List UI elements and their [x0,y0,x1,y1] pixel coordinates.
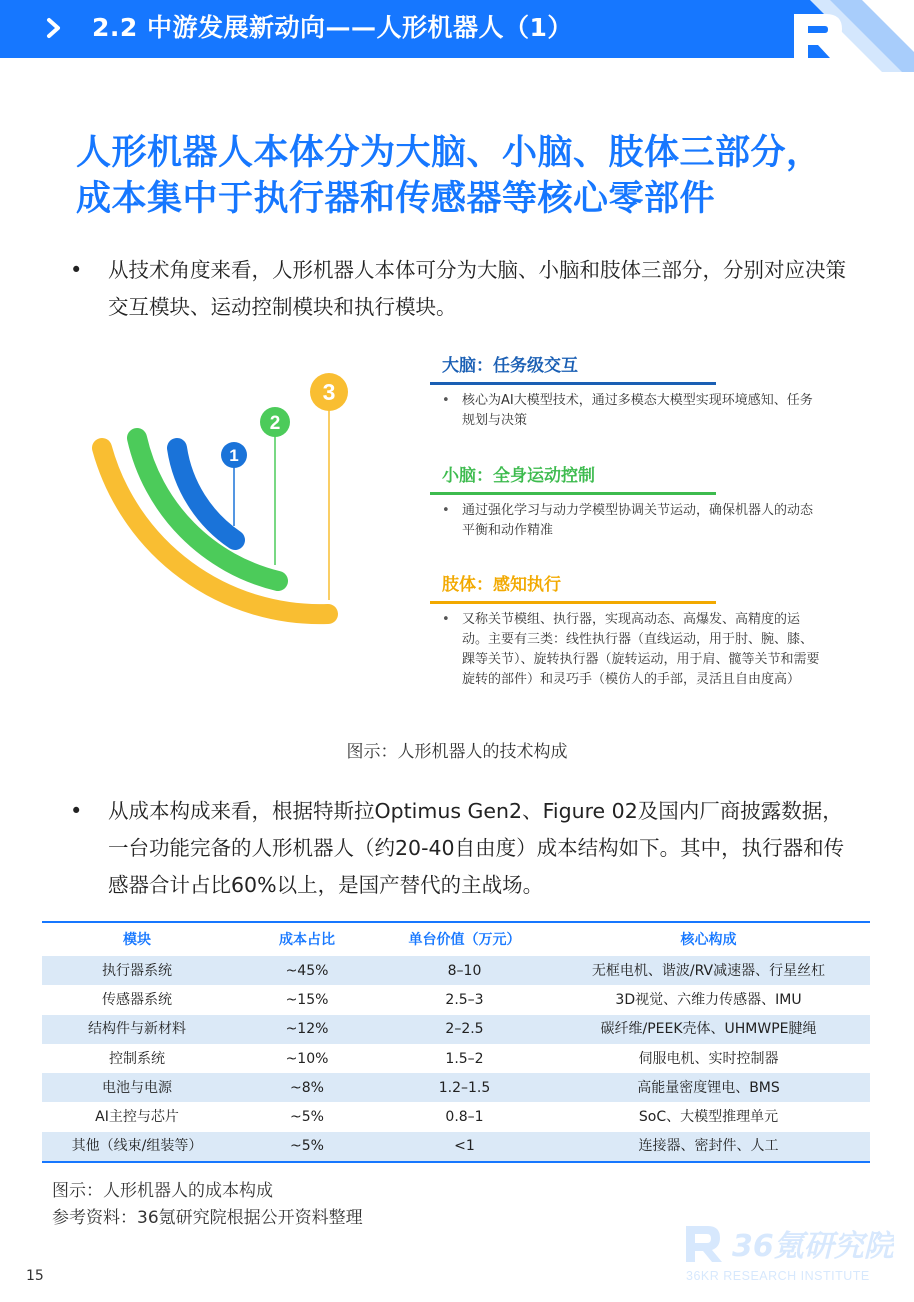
table-cell: ~5% [290,1138,324,1155]
table-row [42,985,870,1014]
section-cerebellum-text: 通过强化学习与动力学模型协调关节运动，确保机器人的动态平衡和动作精准 [462,502,814,538]
table-cell: 3D视觉、六维力传感器、IMU [615,991,802,1008]
table-cell: 控制系统 [109,1050,165,1067]
table-cell: <1 [454,1138,475,1155]
main-title-line-2: 成本集中于执行器和传感器等核心零部件 [76,179,716,219]
table-cell: 8–10 [447,962,482,979]
marker-3-label: 3 [322,379,336,405]
bullet-text-tech: 从技术角度来看，人形机器人本体可分为大脑、小脑和肢体三部分，分别对应决策交互模块、运动控制模块和执行模块。 [108,258,846,319]
table-cell: 其他（线束/组装等） [71,1138,203,1155]
main-title [76,130,866,222]
robot-structure-diagram [80,360,380,640]
table-cell: ~15% [285,991,329,1008]
page-header [0,0,914,58]
section-brain [430,353,813,431]
watermark-logo-icon [684,1220,894,1286]
table-caption: 图示：人形机器人的成本构成 [52,1181,273,1201]
figure-caption: 图示：人形机器人的技术构成 [346,742,568,762]
table-cell: 执行器系统 [102,962,172,979]
table-cell: 电池与电源 [102,1079,172,1096]
table-cell: 1.5–2 [445,1050,484,1067]
section-brain-body [430,385,820,431]
section-brain-text: 核心为AI大模型技术，通过多模态大模型实现环境感知、任务规划与决策 [462,392,813,428]
table-cell: 2–2.5 [445,1021,484,1038]
section-limb-title: 肢体：感知执行 [442,575,561,595]
table-cell: ~45% [285,962,329,979]
main-title-line-1: 人形机器人本体分为大脑、小脑、肢体三部分， [76,133,822,173]
section-brain-title: 大脑：任务级交互 [442,356,578,376]
table-row [42,1015,870,1044]
table-cell: 高能量密度锂电、BMS [637,1079,780,1096]
table-cell: 0.8–1 [445,1109,484,1126]
watermark-cn: 36氪研究院 [732,1229,894,1264]
source-note: 参考资料：36氪研究院根据公开资料整理 [52,1208,363,1228]
table-cell: ~8% [290,1079,324,1096]
table-cell: ~5% [290,1109,324,1126]
table-header-cell: 单台价值（万元） [408,931,521,948]
bullet-marker: • [442,502,450,518]
table-row [42,1132,870,1161]
table-cell: AI主控与芯片 [95,1109,179,1126]
table-cell: ~10% [285,1050,329,1067]
table-cell: SoC、大模型推理单元 [638,1109,779,1126]
marker-2-label: 2 [269,413,281,434]
table-header-cell: 核心构成 [680,931,737,948]
section-limb-text: 又称关节模组、执行器，实现高动态、高爆发、高精度的运动。主要有三类：线性执行器（直线运动，用于肘、腕、膝、踝等关节）、旋转执行器（旋转运动，用于肩、髋等关节和需要旋转的部件）和灵巧手（模仿人的手部，灵活且自由度高） [462,611,820,687]
table-cell: 连接器、密封件、人工 [638,1138,779,1155]
table-cell: 1.2–1.5 [438,1079,491,1096]
marker-1-label: 1 [229,446,239,465]
table-header-cell: 模块 [123,931,151,948]
section-title: 2.2 中游发展新动向——人形机器人（1） [92,13,573,42]
table-cell: 伺服电机、实时控制器 [638,1050,779,1067]
section-limb-body [430,604,820,690]
section-limb [430,572,820,690]
chevron-right-icon [44,15,66,41]
table-row [42,1073,870,1102]
table-cell: 结构件与新材料 [88,1021,186,1038]
table-cell: 无框电机、谐波/RV减速器、行星丝杠 [591,962,826,979]
table-cell: 2.5–3 [445,991,484,1008]
section-cerebellum-title: 小脑：全身运动控制 [442,466,595,486]
table-header-cell: 成本占比 [279,931,335,948]
watermark-en: 36KR RESEARCH INSTITUTE [686,1269,870,1283]
section-cerebellum-body [430,495,820,541]
table-row [42,1102,870,1131]
bullet-marker: • [70,258,83,282]
table-cell: 碳纤维/PEEK壳体、UHMWPE腱绳 [600,1021,817,1038]
table-row [42,1044,870,1073]
section-cerebellum [430,463,814,541]
table-bottom-rule [42,1161,870,1163]
bullet-marker: • [442,392,450,408]
table-cell: 传感器系统 [102,991,172,1008]
brand-logo-icon [780,0,914,72]
table-header-row [42,923,870,956]
bullet-marker: • [442,611,450,627]
table-cell: ~12% [285,1021,329,1038]
table-row [42,956,870,985]
bullet-marker: • [70,799,83,823]
bullet-text-cost: 从成本构成来看，根据特斯拉Optimus Gen2、Figure 02及国内厂商披露数据，一台功能完备的人形机器人（约20-40自由度）成本结构如下。其中，执行器和传感器合计占比60%以上，是国产替代的主战场。 [108,799,845,897]
page-number: 15 [26,1268,44,1284]
cost-table [42,921,870,1163]
